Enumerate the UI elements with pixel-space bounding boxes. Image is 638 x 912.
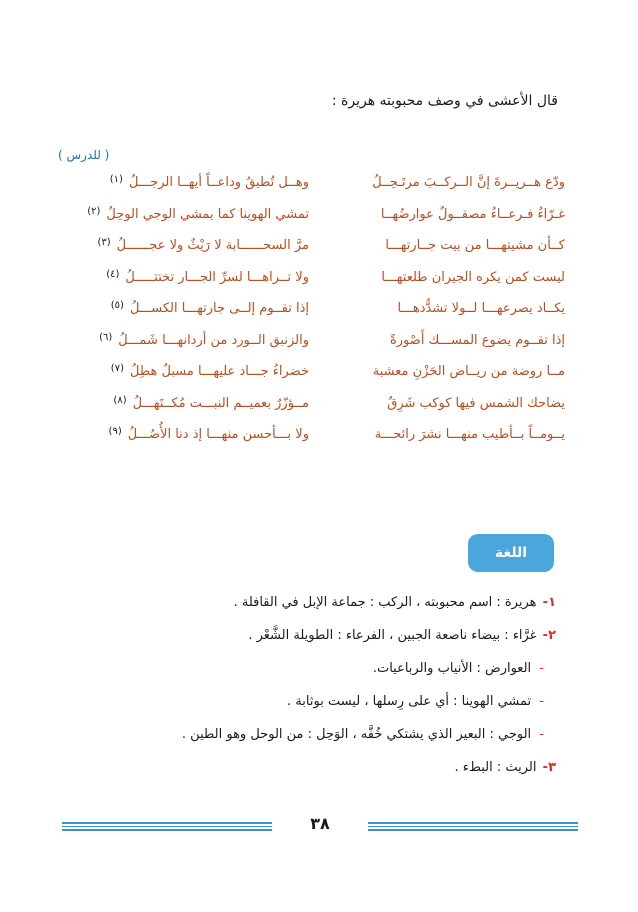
verse-second-text: تمشي الهوينا كما يمشي الوجي الوحِلُ <box>106 206 309 222</box>
verse-second-hemistich <box>69 202 309 229</box>
verse-row <box>70 296 565 328</box>
item-marker: - <box>539 661 544 676</box>
verse-second-text: ولا بـــأحسن منهـــا إذ دنا الأُصُـــلُ <box>127 427 309 442</box>
verse-first-hemistich: غـرّاءُ فـرعــاءُ مصقــولٌ عوارضُهــا <box>380 206 565 222</box>
page-footer <box>62 814 578 842</box>
item-text: العوارض : الأنياب والرباعيات. <box>372 661 532 676</box>
verse-second-hemistich <box>69 359 309 386</box>
verse-second-text: والزنبق الــورد من أردانهـــا شَمـــلُ <box>118 332 309 348</box>
item-marker: - <box>539 694 544 709</box>
verse-second-text: خضراءُ جـــاد عليهـــا مسبلٌ هطِلُ <box>129 364 309 379</box>
item-text: الريث : البطء . <box>454 760 537 775</box>
verse-row <box>70 170 565 202</box>
verse-second-text: وهــل تُطيقُ وداعــاً أيهــا الرجـــلُ <box>128 175 309 190</box>
verse-number: (١) <box>109 174 123 185</box>
lesson-tag: ( للدرس ) <box>58 148 110 162</box>
vocabulary-item <box>86 623 556 656</box>
vocabulary-item <box>86 722 556 755</box>
verse-second-hemistich <box>69 422 309 449</box>
verse-second-text: مــؤزّرٌ بعميــم النبـــت مُكــتَهـــلُ <box>132 395 309 411</box>
verse-first-hemistich: مــا روضة من ريــاض الحَزْنِ معشبة <box>372 364 565 379</box>
verse-number: (٣) <box>97 237 111 248</box>
item-marker: ٢- <box>542 628 556 643</box>
page-number: ٣٨ <box>310 814 330 833</box>
verse-number: (٢) <box>87 205 101 217</box>
verse-row <box>70 359 565 391</box>
verse-second-hemistich <box>69 265 309 292</box>
item-marker: - <box>539 727 544 742</box>
verse-number: (٧) <box>110 363 124 374</box>
verse-first-hemistich: يكــاد يصرعهـــا لــولا تشدُّدهـــا <box>397 301 565 316</box>
item-marker: ١- <box>542 595 556 610</box>
section-heading-badge: اللغة <box>468 534 554 572</box>
verse-first-hemistich: يضاحك الشمس فيها كوكب شَرِقٌ <box>387 395 565 411</box>
verse-second-hemistich <box>69 328 309 355</box>
poem <box>70 170 565 454</box>
verse-row <box>70 233 565 265</box>
verse-row <box>70 265 565 297</box>
verse-second-hemistich <box>69 170 309 197</box>
vocabulary-item <box>86 590 556 623</box>
vocabulary-item <box>86 689 556 722</box>
verse-first-hemistich: كــأن مشيتهـــا من بيت جــارتهـــا <box>385 238 565 253</box>
verse-first-hemistich: يــومــاً بــأطيب منهـــا نشرَ رائحـــة <box>374 427 565 442</box>
verse-row <box>70 422 565 454</box>
verse-number: (٦) <box>99 331 113 343</box>
verse-second-hemistich <box>69 391 309 418</box>
vocabulary-item <box>86 656 556 689</box>
verse-number: (٤) <box>106 268 120 280</box>
item-text: هريرة : اسم محبوبته ، الركب : جماعة الإبل في القافلة . <box>233 595 537 610</box>
vocabulary-item <box>86 755 556 788</box>
verse-row <box>70 202 565 234</box>
item-text: الوجي : البعير الذي يشتكي خُفَّه ، الوَحِل : من الوحل وهو الطين . <box>181 727 532 742</box>
verse-first-hemistich: إذا تقــوم يضوع المســـك أَصْورةً <box>389 332 565 348</box>
verse-first-hemistich: ليست كمن يكره الجيران طلعتهـــا <box>381 269 565 285</box>
verse-number: (٩) <box>108 426 122 437</box>
footer-rule-right <box>368 822 578 831</box>
intro-line: قال الأعشى في وصف محبوبته هريرة : <box>331 93 558 109</box>
verse-second-text: إذا تقــوم إلــى جارتهـــا الكســـلُ <box>129 301 309 316</box>
verse-row <box>70 328 565 360</box>
verse-number: (٥) <box>110 300 124 311</box>
verse-second-text: مرَّ السحــــــابة لا رَيْثٌ ولا عجــــــلُ <box>116 238 309 253</box>
verse-number: (٨) <box>113 394 127 406</box>
item-text: تمشي الهوينا : أي على رِسلها ، ليست بوثابة . <box>287 694 532 709</box>
verse-first-hemistich: ودّع هــريــرةَ إنَّ الــركــبَ مرتَـحِــلُ <box>372 175 565 190</box>
verse-row <box>70 391 565 423</box>
item-text: غرَّاء : بيضاء ناصعة الجبين ، الفرعاء : الطويلة الشَّعْر . <box>248 628 537 643</box>
verse-second-hemistich <box>69 233 309 260</box>
item-marker: ٣- <box>542 760 556 775</box>
vocabulary-list <box>86 590 556 788</box>
verse-second-text: ولا تــراهـــا لسرِّ الجـــار تختتـــــلُ <box>125 269 309 285</box>
verse-second-hemistich <box>69 296 309 323</box>
